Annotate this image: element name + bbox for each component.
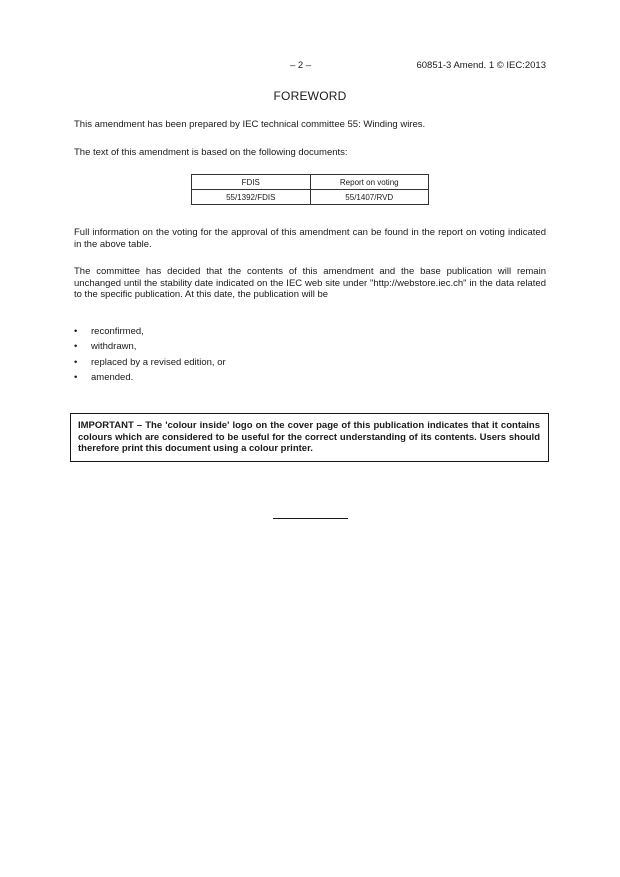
page-number: – 2 – [290, 60, 312, 71]
bullet-icon: • [74, 341, 78, 353]
list-item [74, 339, 226, 354]
paragraph-based-on: The text of this amendment is based on the following documents: [74, 147, 348, 158]
important-notice: IMPORTANT – The 'colour inside' logo on the cover page of this publication indicates that it contains colours which are considered to be useful for the correct understanding of its contents. Users should therefore print this document using a colour printer. [70, 413, 549, 462]
table-header-row [192, 175, 429, 190]
list-item-text: replaced by a revised edition, or [91, 356, 226, 368]
document-reference: 60851-3 Amend. 1 © IEC:2013 [416, 60, 546, 71]
end-divider [273, 518, 348, 519]
table-row [192, 190, 429, 205]
list-item-text: reconfirmed, [91, 326, 144, 337]
list-item-text: amended. [91, 371, 134, 383]
status-list [74, 324, 226, 385]
bullet-icon: • [74, 356, 78, 368]
table-cell: 55/1407/RVD [310, 190, 429, 205]
bullet-icon: • [74, 326, 78, 337]
list-item-text: withdrawn, [91, 341, 137, 353]
paragraph-stability: The committee has decided that the contents of this amendment and the base publication will remain unchanged until the stability date indicated on the IEC web site under "http://webstore.iec.ch" in the data related to the specific publication. At this date, the publication will be [74, 266, 546, 301]
table-header-cell: FDIS [192, 175, 311, 190]
table-cell: 55/1392/FDIS [192, 190, 311, 205]
table-header-cell: Report on voting [310, 175, 429, 190]
page-title: FOREWORD [273, 89, 347, 103]
paragraph-prepared-by: This amendment has been prepared by IEC technical committee 55: Winding wires. [74, 119, 426, 130]
list-item [74, 370, 226, 385]
bullet-icon: • [74, 371, 78, 383]
paragraph-voting-info: Full information on the voting for the approval of this amendment can be found in the report on voting indicated in the above table. [74, 227, 546, 250]
list-item [74, 324, 226, 339]
voting-table [191, 174, 429, 205]
list-item [74, 355, 226, 370]
